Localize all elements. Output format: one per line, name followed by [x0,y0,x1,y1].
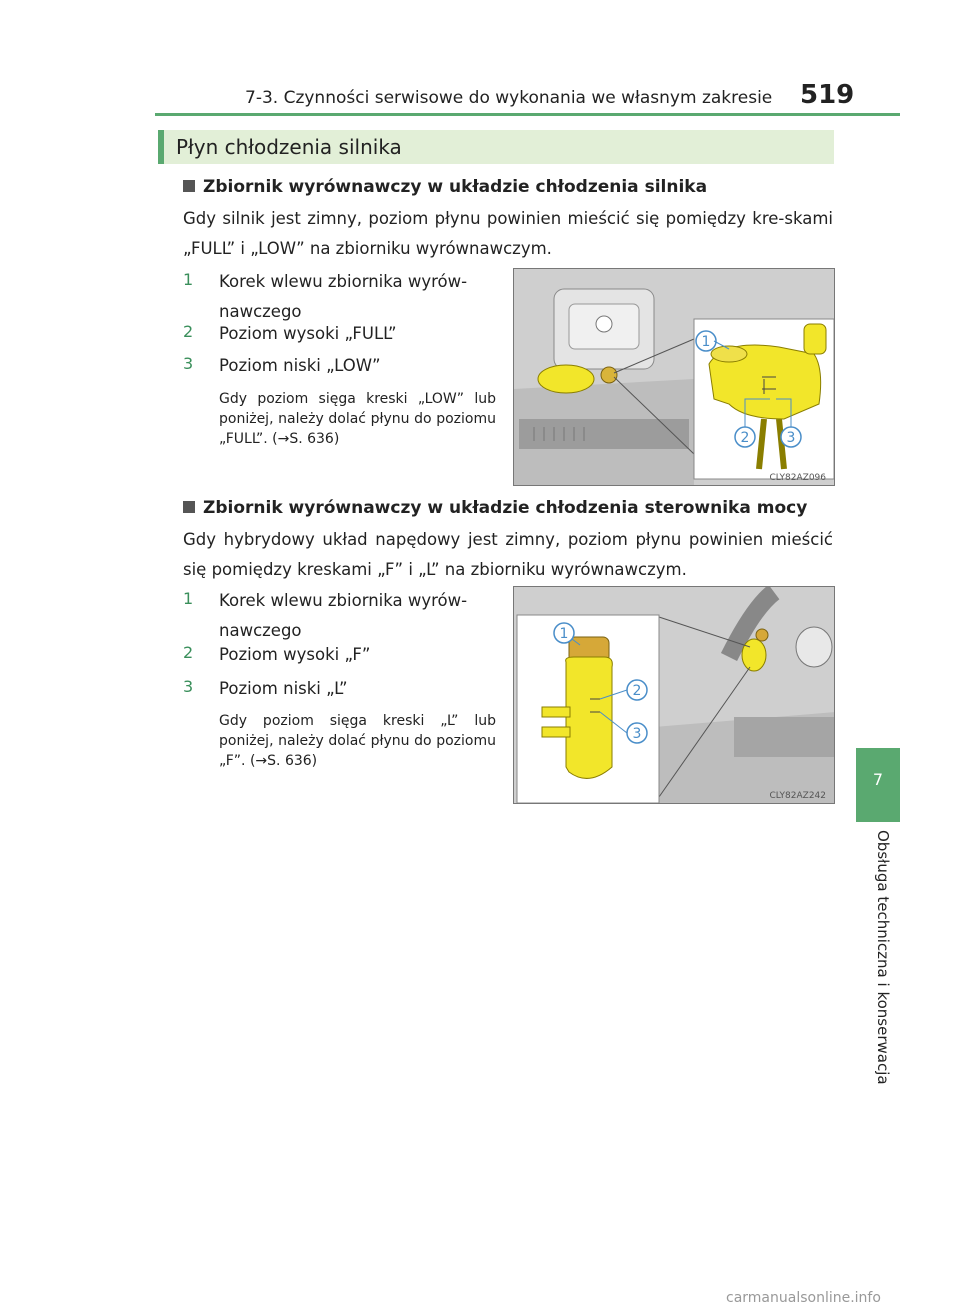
callout-1: 1 [701,334,711,350]
item-number: 1 [183,270,194,289]
running-header: 7-3. Czynności serwisowe do wykonania we własnym zakresie [245,88,773,108]
block2-item-1 [183,586,503,648]
engine-bay-illustration [514,587,835,804]
figure-inverter-coolant-reservoir [513,586,835,804]
callout-2: 2 [632,683,642,699]
block1-item-2 [183,319,503,349]
block2-heading [183,498,807,518]
square-bullet-icon [183,180,195,192]
engine-bay-illustration [514,269,835,486]
watermark: carmanualsonline.info [726,1290,881,1306]
block1-heading [183,177,707,197]
item-text: Poziom wysoki „FULL” [219,324,397,343]
item-number: 3 [183,677,194,696]
block2-item-2 [183,640,503,670]
item-text: Korek wlewu zbiornika wyrów-nawczego [219,272,468,321]
chapter-side-label [872,830,892,1130]
block2-paragraph: Gdy hybrydowy układ napędowy jest zimny, poziom płynu powinien mieścić się pomiędzy kreskami „F” i „L” na zbiorniku wyrównawczym. [183,530,833,579]
block1-item-3 [183,351,503,381]
item-number: 2 [183,643,194,662]
chapter-side-label-text: Obsługa techniczna i konserwacja [874,830,892,1085]
page-number: 519 [800,80,855,110]
callout-3: 3 [632,726,642,742]
figure-code: CLY82AZ242 [769,791,826,801]
block1-heading-text: Zbiornik wyrównawczy w układzie chłodzenia silnika [203,177,708,197]
section-title-accent [158,130,164,164]
item-number: 2 [183,322,194,341]
square-bullet-icon [183,501,195,513]
block2-item-3 [183,674,503,704]
block1-note: Gdy poziom sięga kreski „LOW” lub poniżej, należy dolać płynu do poziomu „FULL”. (→S. 636) [219,391,496,447]
block2-note: Gdy poziom sięga kreski „L” lub poniżej, należy dolać płynu do poziomu „F”. (→S. 636) [219,713,496,769]
item-text: Korek wlewu zbiornika wyrów-nawczego [219,591,468,640]
section-title: Płyn chłodzenia silnika [176,135,402,159]
item-text: Poziom niski „LOW” [219,356,381,375]
block2-heading-text: Zbiornik wyrównawczy w układzie chłodzenia sterownika mocy [203,498,808,518]
header-rule [155,113,900,116]
chapter-tab-number: 7 [872,770,884,789]
item-number: 3 [183,354,194,373]
figure-code: CLY82AZ096 [769,473,826,483]
block1-paragraph: Gdy silnik jest zimny, poziom płynu powinien mieścić się pomiędzy kre-skami „FULL” i „LOW” na zbiorniku wyrównawczym. [183,209,833,258]
figure-engine-coolant-reservoir [513,268,835,486]
item-text: Poziom niski „L” [219,679,348,698]
item-text: Poziom wysoki „F” [219,645,371,664]
callout-3: 3 [786,430,796,446]
item-number: 1 [183,589,194,608]
callout-1: 1 [559,626,569,642]
callout-2: 2 [740,430,750,446]
